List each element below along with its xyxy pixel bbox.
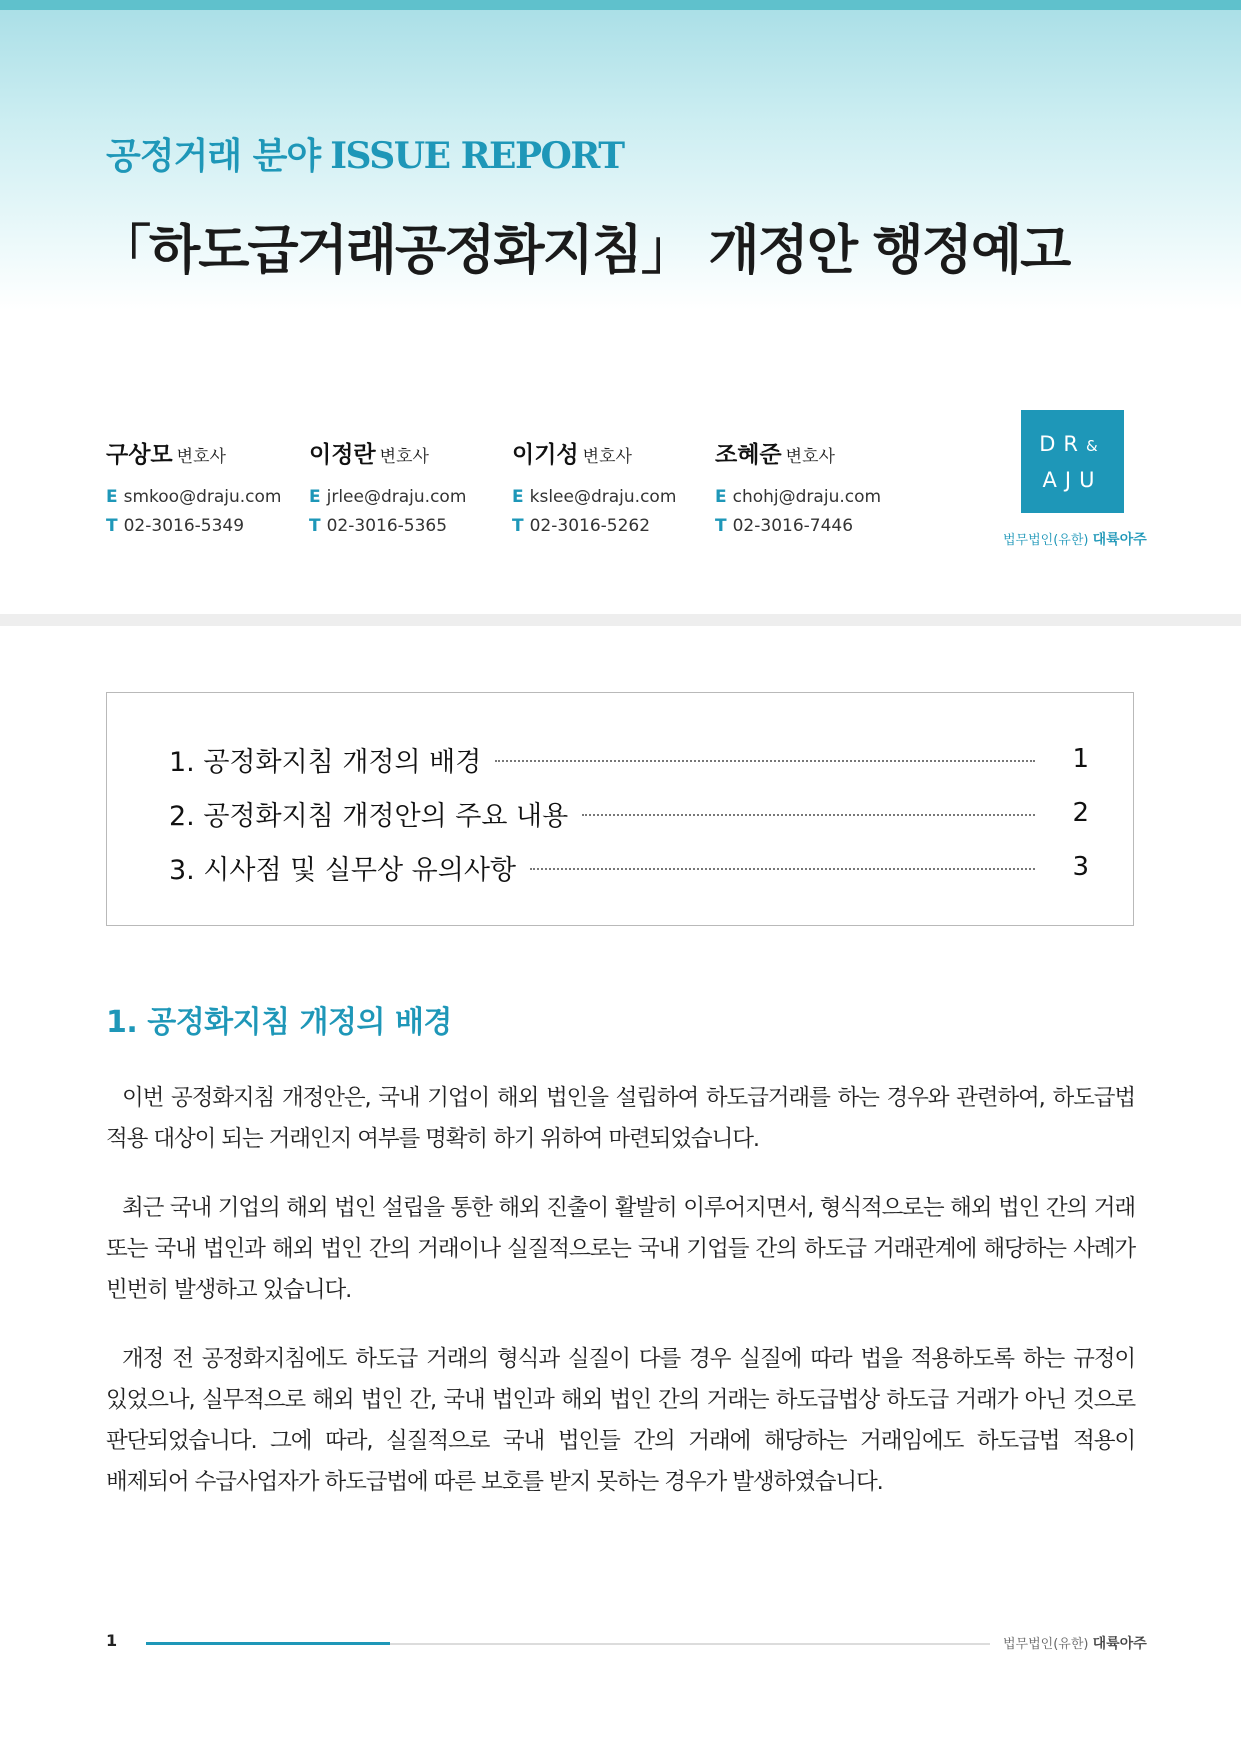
section-body (106, 1078, 1135, 1531)
firm-name-caption (1003, 529, 1147, 549)
author-phone: 02-3016-5349 (123, 516, 245, 536)
author-phone: 02-3016-5365 (326, 516, 448, 536)
section-divider (0, 614, 1241, 626)
toc-item-page: 2 (1072, 798, 1089, 828)
email-label: E (309, 487, 321, 507)
firm-logo (1021, 410, 1124, 513)
author-list (106, 436, 906, 546)
author-email-link[interactable]: chohj@draju.com (732, 487, 882, 507)
author-card (715, 436, 915, 541)
footer-firm-name (1003, 1633, 1147, 1653)
toc-item-page: 1 (1072, 744, 1089, 774)
logo-line1: DR (1039, 431, 1087, 456)
footer-firm-brand: 대륙아주 (1092, 1636, 1147, 1652)
toc-item-title: 2. 공정화지침 개정안의 주요 내용 (169, 800, 569, 832)
section-heading: 1. 공정화지침 개정의 배경 (106, 1005, 452, 1040)
footer-rule-accent (146, 1642, 390, 1645)
header-top-strip (0, 0, 1241, 10)
toc-item-title: 1. 공정화지침 개정의 배경 (169, 746, 482, 778)
tel-label: T (512, 516, 524, 536)
toc-leader-dots (495, 760, 1035, 762)
body-paragraph: 이번 공정화지침 개정안은, 국내 기업이 해외 법인을 설립하여 하도급거래를 하는 경우와 관련하여, 하도급법 적용 대상이 되는 거래인지 여부를 명확히 하기 위하여 마련되었습니다. (106, 1085, 1135, 1152)
author-name: 조혜준 (715, 442, 782, 468)
author-title: 변호사 (785, 447, 835, 467)
toc-item[interactable] (169, 739, 1089, 779)
toc-leader-dots (582, 814, 1035, 816)
author-name: 구상모 (106, 442, 173, 468)
firm-prefix: 법무법인(유한) (1003, 533, 1089, 548)
report-kicker (106, 128, 623, 179)
logo-line2: AJU (1042, 467, 1103, 492)
firm-name: 대륙아주 (1092, 532, 1147, 548)
author-card (512, 436, 712, 541)
tel-label: T (106, 516, 118, 536)
email-label: E (106, 487, 118, 507)
toc-item-title: 3. 시사점 및 실무상 유의사항 (169, 854, 516, 886)
kicker-english: ISSUE REPORT (330, 135, 624, 177)
author-title: 변호사 (176, 447, 226, 467)
body-paragraph: 최근 국내 기업의 해외 법인 설립을 통한 해외 진출이 활발히 이루어지면서, 형식적으로는 해외 법인 간의 거래 또는 국내 법인과 해외 법인 간의 거래이나 실질적으로는 국내 기업들 간의 하도급 거래관계에 해당하는 사례가 빈번히 발생하고 있습니다. (106, 1195, 1135, 1303)
author-card (309, 436, 509, 541)
footer-firm-prefix: 법무법인(유한) (1003, 1637, 1089, 1652)
author-email-link[interactable]: jrlee@draju.com (326, 487, 467, 507)
email-label: E (512, 487, 524, 507)
author-email-link[interactable]: kslee@draju.com (529, 487, 677, 507)
author-title: 변호사 (582, 447, 632, 467)
tel-label: T (715, 516, 727, 536)
author-phone: 02-3016-5262 (529, 516, 651, 536)
toc-item[interactable] (169, 793, 1089, 833)
toc-item[interactable] (169, 847, 1089, 887)
author-name: 이기성 (512, 442, 579, 468)
table-of-contents (106, 692, 1134, 926)
email-label: E (715, 487, 727, 507)
author-title: 변호사 (379, 447, 429, 467)
tel-label: T (309, 516, 321, 536)
page-number: 1 (106, 1631, 118, 1650)
author-email-link[interactable]: smkoo@draju.com (123, 487, 282, 507)
author-name: 이정란 (309, 442, 376, 468)
kicker-korean: 공정거래 분야 (106, 136, 321, 177)
author-phone: 02-3016-7446 (732, 516, 854, 536)
logo-ampersand: & (1086, 436, 1106, 455)
toc-item-page: 3 (1072, 852, 1089, 882)
author-card (106, 436, 306, 541)
body-paragraph: 개정 전 공정화지침에도 하도급 거래의 형식과 실질이 다를 경우 실질에 따라 법을 적용하도록 하는 규정이 있었으나, 실무적으로 해외 법인 간, 국내 법인과 해외 법인 간의 거래는 하도급법상 하도급 거래가 아닌 것으로 판단되었습니다. 그에 따라, 실질적으로 국내 법인들 간의 거래에 해당하는 거래임에도 하도급법 적용이 배제되어 수급사업자가 하도급법에 따른 보호를 받지 못하는 경우가 발생하였습니다. (106, 1346, 1135, 1495)
toc-leader-dots (530, 868, 1035, 870)
page-title: 「하도급거래공정화지침」 개정안 행정예고 (98, 220, 1070, 281)
